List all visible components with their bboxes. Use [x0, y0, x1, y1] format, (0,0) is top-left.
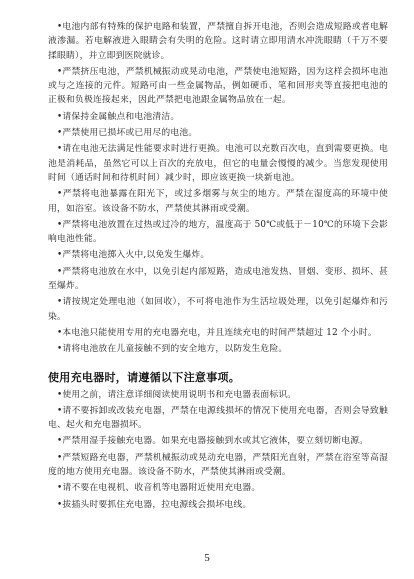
battery-warning-item: •严禁将电池放置在过热或过冷的地方，温度高于 50℃或低于－10℃的环境下会影响电池性能。: [48, 219, 388, 245]
battery-warning-item: •请保持金属触点和电池清洁。: [57, 111, 180, 122]
charger-warning-item: •使用之前，请注意详细阅读使用说明书和充电器表面标识。: [57, 389, 297, 400]
charger-warning-item: •严禁用湿手接触充电器。如果充电器接触到水或其它液体，要立刻切断电源。: [57, 436, 369, 447]
battery-warning-item: •本电池只能使用专用的充电器充电，并且连续充电的时间严禁超过 12 个小时。: [57, 327, 377, 338]
charger-warning-item: •请不要在电视机、收音机等电器附近使用充电器。: [57, 483, 261, 494]
battery-warning-item: •请在电池无法满足性能要求时进行更换。电池可以充数百次电，直到需要更换。电池是消耗品，虽然它可以上百次的充放电，但它的电量会慢慢的减少。当您发现使用时间（通话时间和待机时间）减少时，即应该更换一块新电池。: [48, 144, 388, 183]
battery-warning-item: •严禁使用已损坏或已用尽的电池。: [57, 128, 198, 139]
battery-warning-item: •严禁将电池掷入火中,以免发生爆炸。: [57, 250, 210, 261]
charger-warning-item: •请不要拆卸或改装充电器，严禁在电源线损坏的情况下使用充电器，否则会导致触电、起火和充电器损坏。: [48, 405, 388, 431]
battery-warning-item: •严禁挤压电池，严禁机械振动或晃动电池，严禁使电池短路，因为这样会损坏电池或与之连接的元件。短路可由一些金属物品，例如硬币、笔和回形夹等直接把电池的正极和负极连接起来，因此严禁把电池跟金属物品放在一起。: [48, 66, 388, 106]
page-number: 5: [204, 552, 210, 564]
battery-warning-item: •严禁将电池暴露在阳光下，或过多烟雾与灰尘的地方。严禁在湿度高的环境中使用，如浴室。该设备不防水，严禁使其淋雨或受潮。: [48, 189, 388, 214]
battery-warning-item: •电池内部有特殊的保护电路和装置，严禁擅自拆开电池，否则会造成短路或者电解液渗漏。若电解液进入眼睛会有失明的危险。这时请立即用清水冲洗眼睛（千万不要揉眼睛），并立即到医院就诊。: [48, 22, 388, 61]
battery-warning-item: •请按规定处理电池（如回收），不可将电池作为生活垃圾处理，以免引起爆炸和污染。: [48, 297, 388, 322]
charger-section-heading: 使用充电器时，请遵循以下注意事项。: [48, 370, 241, 384]
charger-warning-item: •拔插头时要抓住充电器，拉电源线会损坏电线。: [57, 499, 252, 510]
battery-warning-item: •请将电池放在儿童接触不到的安全地方，以防发生危险。: [57, 344, 288, 355]
document-page: [48, 20, 388, 514]
battery-warning-item: •严禁将电池放在水中，以免引起内部短路，造成电池发热、冒烟、变形、损坏、甚至爆炸。: [48, 266, 388, 292]
charger-warning-item: •严禁短路充电器，严禁机械振动或晃动充电器，严禁阳光直射，严禁在浴室等高湿度的地方使用充电器。该设备不防水，严禁使其淋雨或受潮。: [48, 452, 388, 478]
